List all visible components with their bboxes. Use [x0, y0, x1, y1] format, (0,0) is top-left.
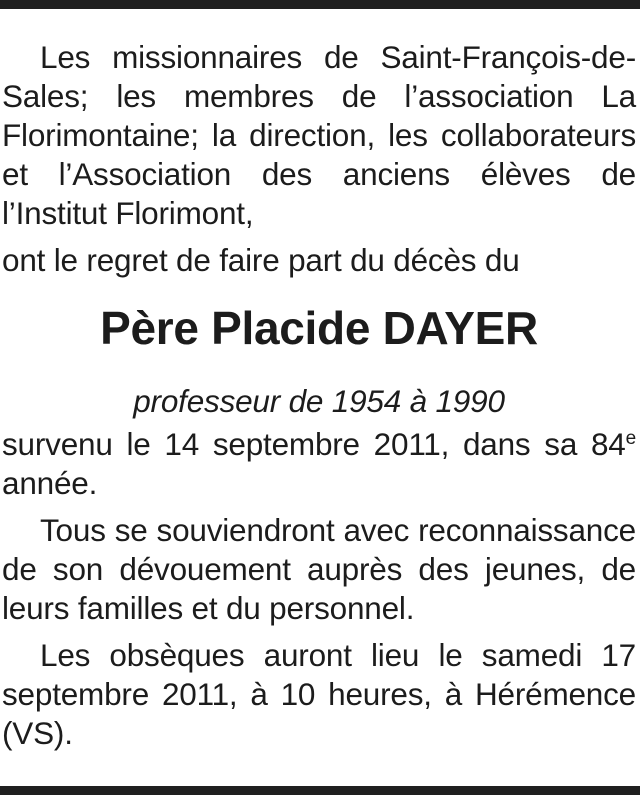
top-rule — [0, 0, 640, 9]
obituary-notice — [2, 38, 636, 753]
memory-paragraph: Tous se souviendront avec reconnaissance de son dévouement auprès des jeunes, de leurs familles et du personnel. — [2, 512, 636, 626]
deceased-name: Père Placide DAYER — [100, 302, 538, 354]
regret-line: ont le regret de faire part du décès du — [2, 242, 520, 278]
age-word: année. — [2, 465, 98, 501]
funeral-paragraph: Les obsèques auront lieu le samedi 17 septembre 2011, à 10 heures, à Hérémence (VS). — [2, 637, 636, 751]
deceased-role: professeur de 1954 à 1990 — [133, 383, 505, 419]
age-number: 84 — [590, 426, 626, 462]
age-ordinal-suffix: e — [625, 428, 636, 449]
bottom-rule — [0, 786, 640, 795]
intro-paragraph: Les missionnaires de Saint-François-de-Sales; les membres de l’association La Florimontaine; la direction, les collaborateurs et l’Association des anciens élèves de l’Institut Florimont, — [2, 39, 636, 231]
deceased-paragraph — [2, 425, 636, 503]
deceased-date-text: survenu le 14 septembre 2011, dans sa — [2, 426, 578, 462]
